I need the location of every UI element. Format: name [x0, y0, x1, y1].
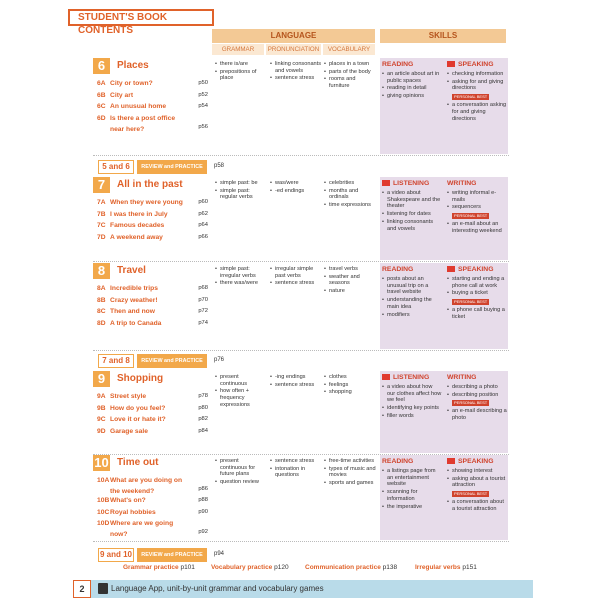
lesson-page: p82: [198, 416, 208, 422]
lesson-title: Crazy weather!: [110, 296, 158, 304]
lesson-page: p88: [198, 497, 208, 503]
skill-heading-label: READING: [382, 61, 414, 68]
lesson-title: A trip to Canada: [110, 319, 162, 327]
unit-title[interactable]: All in the past: [117, 179, 183, 190]
skill-item: • describing position: [447, 392, 507, 399]
grammar-item: • question review: [215, 479, 267, 486]
review-practice-row[interactable]: [93, 160, 509, 174]
unit-number: 7: [93, 177, 110, 193]
lesson-page: p80: [198, 404, 208, 411]
vocabulary-item: • places in a town: [324, 61, 376, 68]
personal-best-badge: PERSONAL BEST: [454, 491, 488, 497]
video-icon: [447, 61, 455, 67]
pronunciation-column: [270, 266, 322, 288]
lesson-list: [97, 283, 207, 329]
unit-row: [93, 263, 509, 349]
skill-heading-label: READING: [382, 266, 414, 273]
lesson-item[interactable]: [97, 78, 207, 90]
vocabulary-item: • travel verbs: [324, 266, 376, 273]
vocabulary-item: • types of music and movies: [324, 466, 376, 479]
pronunciation-item: • sentence stress: [270, 458, 322, 465]
vocabulary-item: • shopping: [324, 389, 376, 396]
lesson-title: What are you doing on the weekend?: [110, 477, 183, 495]
lesson-title: An unusual home: [110, 103, 167, 110]
lesson-item[interactable]: [97, 90, 207, 102]
lesson-title: Where are we going now?: [110, 520, 174, 538]
review-practice-row[interactable]: [93, 548, 509, 562]
vocabulary-item: • sports and games: [324, 480, 376, 487]
grammar-item: • there was/were: [215, 280, 267, 287]
review-label: REVIEW and PRACTICE: [137, 354, 207, 368]
unit-number: 8: [93, 263, 110, 279]
lesson-code: 6D: [97, 114, 106, 122]
skill-item: • filler words: [382, 413, 442, 420]
skill-column-1: [382, 458, 442, 511]
lesson-item[interactable]: [97, 283, 207, 295]
skill-column-2: [447, 458, 507, 514]
footer-text: Language App, unit-by-unit grammar and vocabulary games: [111, 584, 324, 593]
skill-item: • posts about an unusual trip on a travel website: [382, 276, 442, 296]
lesson-code: 10D: [97, 520, 110, 527]
unit-title[interactable]: Shopping: [117, 373, 164, 384]
review-practice-row[interactable]: [93, 354, 509, 368]
lesson-item[interactable]: [97, 426, 207, 438]
skill-item: • the imperative: [382, 504, 442, 511]
skill-item: • starting and ending a phone call at work: [447, 276, 507, 289]
pronunciation-item: • sentence stress: [270, 280, 322, 287]
vocabulary-column: [324, 374, 376, 397]
skill-column-2: [447, 266, 507, 322]
skill-item: • a conversation about a tourist attraction: [447, 499, 507, 512]
vocabulary-column: [324, 61, 376, 91]
skill-item: • checking information: [447, 71, 507, 78]
video-icon: [447, 266, 455, 272]
lesson-code: 9D: [97, 427, 106, 435]
grammar-practice-link[interactable]: Grammar practice p101: [123, 564, 195, 571]
skill-heading: [382, 61, 442, 69]
page-number: 2: [73, 580, 91, 598]
skill-column-1: [382, 180, 442, 233]
video-icon: [382, 374, 390, 380]
lesson-title: How do you feel?: [110, 404, 166, 412]
grammar-column: [215, 180, 267, 202]
personal-best-badge: PERSONAL BEST: [454, 299, 488, 305]
grammar-item: • prepositions of place: [215, 69, 267, 82]
vocabulary-item: • clothes: [324, 374, 376, 381]
lesson-code: 8C: [97, 308, 106, 315]
pronunciation-item: • -ed endings: [270, 188, 322, 195]
vocabulary-item: • free-time activities: [324, 458, 376, 465]
lesson-page: p50: [198, 80, 208, 86]
vocabulary-column: [324, 458, 376, 488]
language-header: LANGUAGE: [212, 29, 375, 43]
vocabulary-item: • parts of the body: [324, 69, 376, 76]
skill-heading-label: SPEAKING: [458, 61, 494, 68]
review-label: REVIEW and PRACTICE: [137, 160, 207, 174]
pronunciation-column: [270, 458, 322, 480]
skill-item: • giving opinions: [382, 93, 442, 100]
lesson-page: p64: [198, 222, 208, 228]
skill-item: • an e-mail describing a photo: [447, 408, 507, 421]
lesson-item[interactable]: [97, 197, 207, 209]
skill-item: • describing a photo: [447, 384, 507, 391]
pronunciation-column: [270, 374, 322, 389]
skill-item: • writing informal e-mails: [447, 190, 507, 203]
lesson-title: I was there in July: [110, 210, 168, 218]
lesson-code: 10C: [97, 508, 110, 516]
skill-heading: [447, 61, 507, 69]
skill-heading: [447, 458, 507, 466]
grammar-subheader: GRAMMAR: [212, 44, 264, 55]
lesson-item[interactable]: [97, 391, 207, 403]
skill-heading-label: READING: [382, 458, 414, 465]
video-icon: [382, 180, 390, 186]
skill-item: • modifiers: [382, 312, 442, 319]
divider: [93, 350, 509, 351]
phone-app-icon: [98, 583, 108, 594]
skill-item: • showing interest: [447, 468, 507, 475]
divider: [93, 155, 509, 156]
lesson-title: Then and now: [110, 308, 155, 315]
skill-item: • a video about how our clothes affect how we feel: [382, 384, 442, 404]
skill-item: • a listings page from an entertainment website: [382, 468, 442, 488]
vocabulary-item: • feelings: [324, 382, 376, 389]
skill-item: • understanding the main idea: [382, 297, 442, 310]
divider: [93, 541, 509, 542]
unit-row: [93, 58, 509, 154]
lesson-item[interactable]: [97, 220, 207, 232]
unit-row: [93, 177, 509, 260]
lesson-item[interactable]: [97, 403, 207, 415]
skill-heading: [382, 458, 442, 466]
lesson-list: [97, 78, 207, 133]
skill-item: • a conversation asking for and giving directions: [447, 102, 507, 122]
unit-number: 9: [93, 371, 110, 387]
lesson-code: 8A: [97, 285, 106, 292]
grammar-column: [215, 266, 267, 288]
lesson-code: 7B: [97, 210, 106, 218]
vocabulary-column: [324, 180, 376, 210]
lesson-page: p52: [198, 91, 208, 98]
lesson-title: When they were young: [110, 199, 183, 206]
unit-number: 10: [94, 455, 109, 470]
lesson-list: [97, 475, 207, 538]
pronunciation-item: • intonation in questions: [270, 466, 322, 479]
lesson-item[interactable]: [97, 209, 207, 221]
lesson-page: p90: [198, 508, 208, 515]
lesson-page: p68: [198, 285, 208, 291]
unit-number: 6: [93, 58, 110, 74]
pronunciation-column: [270, 61, 322, 83]
skill-heading: [447, 180, 507, 188]
review-page: p58: [214, 163, 225, 169]
skill-item: • linking consonants and vowels: [382, 219, 442, 232]
skill-item: • identifying key points: [382, 405, 442, 412]
skills-header: SKILLS: [380, 29, 506, 43]
vocabulary-column: [324, 266, 376, 296]
skill-heading-label: SPEAKING: [458, 458, 494, 465]
lesson-list: [97, 391, 207, 437]
skill-column-1: [382, 266, 442, 319]
lesson-item[interactable]: [97, 295, 207, 307]
pronunciation-item: • irregular simple past verbs: [270, 266, 322, 279]
lesson-code: 9B: [97, 404, 106, 412]
lesson-item[interactable]: [97, 507, 207, 519]
unit-row: [93, 371, 509, 453]
pronunciation-item: • sentence stress: [270, 75, 322, 82]
skill-heading: [382, 180, 442, 188]
lesson-page: p60: [198, 199, 208, 205]
lesson-title: Is there a post office near here?: [110, 114, 176, 133]
lesson-page: p56: [198, 123, 208, 130]
lesson-item[interactable]: [97, 306, 207, 318]
grammar-item: • simple past: irregular verbs: [215, 266, 267, 279]
lesson-title: City art: [110, 91, 134, 99]
skill-heading-label: LISTENING: [393, 180, 430, 187]
pronunciation-column: [270, 180, 322, 195]
pronunciation-item: • sentence stress: [270, 382, 322, 389]
review-label: REVIEW and PRACTICE: [137, 548, 207, 562]
vocabulary-practice-link[interactable]: Vocabulary practice p120: [211, 564, 289, 571]
review-units: 7 and 8: [98, 354, 134, 368]
lesson-code: 7C: [97, 222, 106, 229]
personal-best-badge: PERSONAL BEST: [454, 213, 488, 219]
lesson-item[interactable]: [97, 495, 207, 507]
skill-heading: [447, 374, 507, 382]
skill-item: • asking about a tourist attraction: [447, 476, 507, 489]
unit-title[interactable]: Places: [117, 60, 149, 71]
lesson-item[interactable]: [97, 101, 207, 113]
skill-heading-label: WRITING: [447, 180, 477, 187]
vocabulary-subheader: VOCABULARY: [323, 44, 375, 55]
lesson-page: p70: [198, 296, 208, 303]
grammar-column: [215, 458, 267, 487]
communication-practice-link[interactable]: Communication practice p138: [305, 564, 398, 571]
personal-best-badge: PERSONAL BEST: [454, 400, 488, 406]
video-icon: [447, 458, 455, 464]
lesson-page: p72: [198, 308, 208, 314]
skill-heading-label: SPEAKING: [458, 266, 494, 273]
lesson-code: 10A: [97, 477, 110, 484]
skill-item: • asking for and giving directions: [447, 79, 507, 92]
vocabulary-item: • celebrities: [324, 180, 376, 187]
lesson-code: 9A: [97, 393, 106, 400]
lesson-page: p78: [198, 393, 208, 399]
vocabulary-item: • time expressions: [324, 202, 376, 209]
skill-column-2: [447, 374, 507, 423]
pronunciation-subheader: PRONUNCIATION: [267, 46, 320, 53]
grammar-item: • simple past: be: [215, 180, 267, 187]
lesson-page: p92: [198, 529, 208, 535]
lesson-item[interactable]: [97, 518, 207, 538]
skill-item: • an article about art in public spaces: [382, 71, 442, 84]
lesson-title: Love it or hate it?: [110, 416, 166, 423]
skill-heading-label: WRITING: [447, 374, 477, 381]
practice-links: [93, 562, 509, 575]
pronunciation-item: • -ing endings: [270, 374, 322, 381]
skill-item: • sequencers: [447, 204, 507, 211]
skill-item: • listening for dates: [382, 211, 442, 218]
lesson-title: Street style: [110, 393, 147, 400]
lesson-page: p62: [198, 210, 208, 217]
lesson-title: A weekend away: [110, 233, 163, 241]
lesson-item[interactable]: [97, 232, 207, 244]
review-units: 5 and 6: [98, 160, 134, 174]
lesson-item[interactable]: [97, 113, 207, 133]
irregular-verbs-link[interactable]: Irregular verbs p151: [415, 564, 477, 571]
page-title: STUDENT'S BOOK CONTENTS: [68, 9, 214, 26]
pronunciation-item: • linking consonants and vowels: [270, 61, 322, 74]
review-page: p94: [214, 551, 225, 557]
lesson-item[interactable]: [97, 414, 207, 426]
grammar-item: • there is/are: [215, 61, 267, 68]
skill-item: • buying a ticket: [447, 290, 507, 297]
lesson-list: [97, 197, 207, 243]
lesson-code: 7A: [97, 199, 106, 206]
skill-heading: [447, 266, 507, 274]
unit-title[interactable]: Time out: [117, 457, 159, 468]
personal-best-badge: PERSONAL BEST: [454, 94, 488, 100]
lesson-code: 8D: [97, 319, 106, 327]
lesson-page: p74: [198, 319, 208, 326]
skill-heading: [382, 374, 442, 382]
vocabulary-item: • weather and seasons: [324, 274, 376, 287]
vocabulary-item: • rooms and furniture: [324, 76, 376, 89]
lesson-code: 6A: [97, 80, 106, 87]
skill-heading-label: LISTENING: [393, 374, 430, 381]
lesson-title: Garage sale: [110, 427, 148, 435]
skill-item: • scanning for information: [382, 489, 442, 502]
lesson-item[interactable]: [97, 318, 207, 330]
lesson-page: p84: [198, 427, 208, 434]
review-page: p76: [214, 357, 225, 363]
divider: [93, 261, 509, 262]
lesson-code: 9C: [97, 416, 106, 423]
unit-title[interactable]: Travel: [117, 265, 146, 276]
lesson-page: p86: [198, 486, 208, 492]
lesson-title: What's on?: [110, 497, 146, 504]
lesson-title: City or town?: [110, 80, 153, 87]
skill-item: • an e-mail about an interesting weekend: [447, 221, 507, 234]
lesson-title: Royal hobbies: [110, 508, 156, 516]
grammar-item: • present continuous for future plans: [215, 458, 267, 478]
skill-column-2: [447, 61, 507, 123]
vocabulary-item: • nature: [324, 288, 376, 295]
skill-item: • a phone call buying a ticket: [447, 307, 507, 320]
lesson-code: 7D: [97, 233, 106, 241]
lesson-page: p66: [198, 233, 208, 240]
lesson-item[interactable]: [97, 475, 207, 495]
lesson-code: 10B: [97, 497, 110, 504]
pronunciation-item: • was/were: [270, 180, 322, 187]
skill-column-1: [382, 374, 442, 421]
skill-column-1: [382, 61, 442, 101]
grammar-column: [215, 374, 267, 410]
review-units: 9 and 10: [98, 548, 134, 562]
lesson-title: Incredible trips: [110, 285, 158, 292]
lesson-page: p54: [198, 103, 208, 109]
grammar-item: • how often + frequency expressions: [215, 388, 267, 408]
grammar-column: [215, 61, 267, 83]
skill-column-2: [447, 180, 507, 236]
lesson-title: Famous decades: [110, 222, 165, 229]
skill-item: • reading in detail: [382, 85, 442, 92]
lesson-code: 8B: [97, 296, 106, 304]
grammar-item: • simple past: regular verbs: [215, 188, 267, 201]
lesson-code: 6B: [97, 91, 106, 99]
vocabulary-item: • months and ordinals: [324, 188, 376, 201]
lesson-code: 6C: [97, 103, 106, 110]
skill-heading: [382, 266, 442, 274]
unit-row: [93, 455, 509, 540]
grammar-item: • present continuous: [215, 374, 267, 387]
skill-item: • a video about Shakespeare and the theater: [382, 190, 442, 210]
